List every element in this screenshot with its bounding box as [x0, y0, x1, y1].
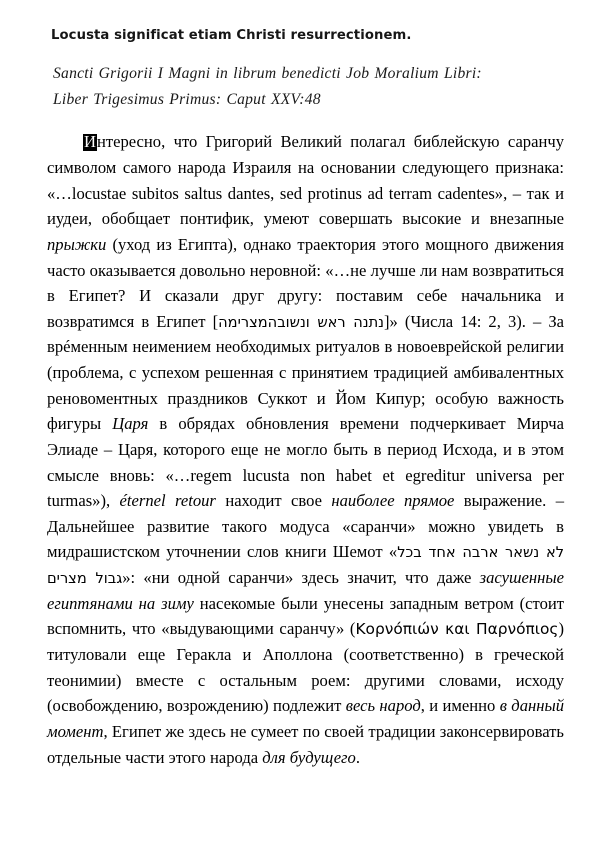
emphasis-zasushennye: засушенные египтянами на зиму [47, 568, 564, 613]
hebrew-lo-nishar-arbeh: לא נשאר ארבה אחד בכל גבול מצרים [47, 544, 565, 587]
emphasis-prizhki: прыжки [47, 234, 107, 254]
body-text-part-13: . [355, 747, 360, 767]
body-text-part-4: ]» (Числа 14: 2, 3). – За врéменным неимением необходимых ритуалов в новоеврейской религии (проблема, с успехом решенная с принятием традицией амбивалентных реновоментных праздников Суккот и Йом Кипур; особую важность фигуры [47, 311, 565, 434]
emphasis-ves-narod: весь народ [345, 696, 421, 716]
hebrew-mitzrayma: מצרימה [218, 313, 268, 331]
body-text-part-10: ) титуловали еще Геракла и Аполлона (соответственно) в греческой теонимии) вместе с остальным роем: другими словами, исходу (освобождению, возрождению) подлежит [47, 619, 564, 716]
greek-kornopion-parnopios: Κορνόπιών και Παρνόπιος [355, 620, 559, 639]
emphasis-eternel-retour: éternel retour [119, 491, 216, 511]
body-text-part-7: выражение. – Дальнейшее развитие такого модуса «саранчи» можно увидеть в мидрашистском уточнении слов книги Шемот « [47, 491, 564, 562]
emphasis-v-dannyi-moment: в данный момент [47, 696, 564, 741]
body-text-part-8: »: «ни одной саранчи» здесь значит, что даже [122, 568, 480, 587]
citation-line-2: Liber Trigesimus Primus: Caput XXV:48 [53, 91, 321, 109]
emphasis-naibolee-pryamoe: наиболее прямое [331, 491, 455, 511]
citation-line-1: Sancti Grigorii I Magni in librum benedicti Job Moralium Libri: [53, 65, 482, 82]
body-text-part-9: насекомые были унесены западным ветром (стоит вспомнить, что «выдувающими саранчу» ( [47, 593, 564, 639]
page-title: Locusta significat etiam Christi resurrectionem. [51, 28, 412, 43]
dropcap-letter: И [84, 132, 96, 152]
citation-block [53, 61, 564, 113]
body-text-part-2: (уход из Египта), однако траектория этого мощного движения часто оказывается довольно неровной: «…не лучше ли нам возвратиться в Египет? И сказали друг другу: поставим себе начальника и возвратимся в Египет [ [47, 234, 564, 331]
body-text-part-1: нтересно, что Григорий Великий полагал библейскую саранчу символом самого народа Израиля на основании следующего признака: «…locustae subitos saltus dantes, sed protinus ad terram cadentes», – так и иудеи, обобщает понтифик, умеют совершать высокие и внезапные [47, 132, 564, 229]
emphasis-tsarya: Царя [112, 414, 149, 434]
hebrew-nitna-rosh: נתנה ראש ונשובה [267, 313, 385, 331]
body-text-part-12: , Египет же здесь не сумеет по своей традиции законсервировать отдельные части этого народа [47, 721, 564, 767]
body-text-part-5: в обрядах обновления времени подчеркивает Мирча Элиаде – Царя, которого еще не могло быть в период Исхода, и в этом смысле вновь: «…regem lucusta non habet et egreditur universa per turmas»), [47, 414, 564, 511]
emphasis-dlya-budushchego: для будущего [262, 747, 356, 767]
body-text-part-6: находит свое [215, 491, 332, 511]
body-paragraph [47, 129, 564, 770]
body-text-part-11: , и именно [420, 696, 500, 716]
